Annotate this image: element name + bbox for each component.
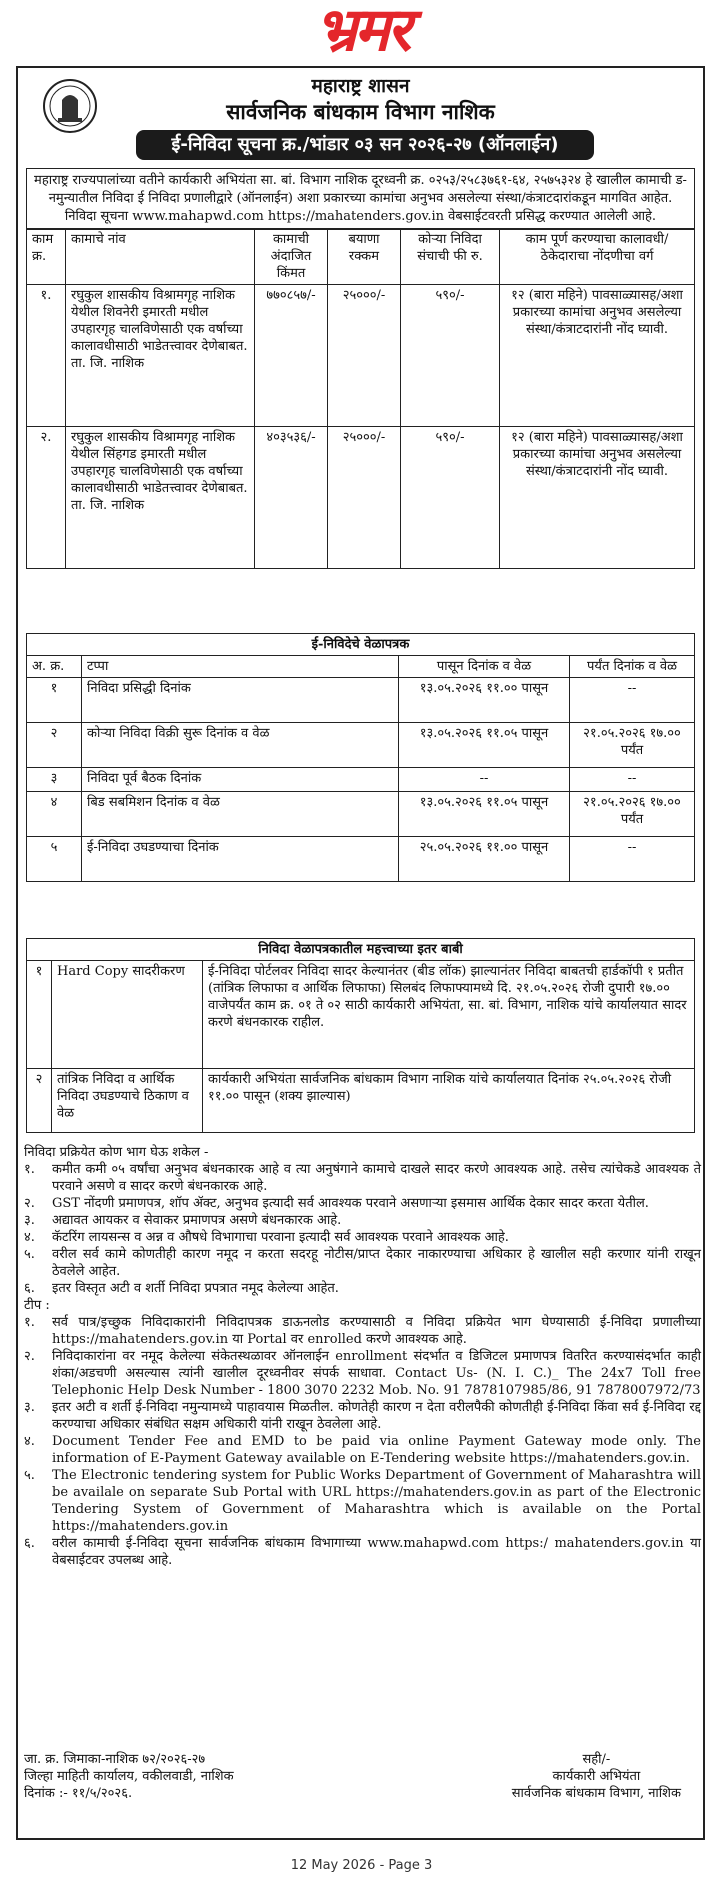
stage-name: कोऱ्या निविदा विक्री सुरू दिनांक व वेळ <box>82 723 399 768</box>
work-period: १२ (बारा महिने) पावसाळ्यासह/अशा प्रकारच्या कामांचा अनुभव असलेल्या संस्था/कंत्राटदारांनी नोंद घ्यावी. <box>500 285 695 427</box>
stage-name: ई-निविदा उघडण्याचा दिनांक <box>82 837 399 882</box>
stage-no: ३ <box>27 768 82 792</box>
signatory-title: कार्यकारी अभियंता <box>552 1769 641 1784</box>
stage-no: २ <box>27 723 82 768</box>
work-no: १. <box>27 285 66 427</box>
masthead <box>0 0 723 66</box>
col-header: काम पूर्ण करण्याचा कालावधी/ठेकेदाराचा नोंदणीचा वर्ग <box>500 229 695 285</box>
stage-from: २५.०५.२०२६ ११.०० पासून <box>399 837 570 882</box>
notice-title: ई-निविदा सूचना क्र./भांडार ०३ सन २०२६-२७ (ऑनलाईन) <box>136 130 594 160</box>
col-header: कोऱ्या निविदा संचाची फी रु. <box>401 229 500 285</box>
reference-date: दिनांक :- ११/५/२०२६. <box>24 1786 133 1801</box>
list-item: ४. Document Tender Fee and EMD to be paid via online Payment Gateway mode only. The information of E-Payment Gateway available on E-Tendering website https://mahatenders.gov.in. <box>24 1434 701 1466</box>
signatory-block <box>512 1751 701 1802</box>
works-table <box>26 228 695 569</box>
stage-from: १३.०५.२०२६ ११.०५ पासून <box>399 792 570 837</box>
work-cost: ७७०८५७/- <box>255 285 328 427</box>
work-cost: ४०३५३६/- <box>255 427 328 569</box>
work-name: रघुकुल शासकीय विश्रामगृह नाशिक येथील शिवनेरी इमारती मधील उपहारगृह चालविणेसाठी एक वर्षाच्या कालावधीसाठी भाडेतत्त्वावर देणेबाबत. ता. जि. नाशिक <box>66 285 255 427</box>
col-header: कामाची अंदाजित किंमत <box>255 229 328 285</box>
conditions-section <box>24 1144 701 1569</box>
stage-to: २१.०५.२०२६ १७.०० पर्यंत <box>570 723 695 768</box>
list-item: २. निविदाकारांना वर नमूद केलेल्या संकेतस्थळावर ऑनलाईन enrollment संदर्भात व डिजिटल प्रमाणपत्र वितरित करण्यासंदर्भात काही शंका/अडचणी असल्यास त्यांनी खालील दूरध्वनीवर संपर्क साधावा. Contact Us- (N. I. C.)_ The 24x7 Toll free Telephonic Help Desk Number - 1800 3070 2232 Mob. No. 91 7878107985/86, 91 7878007972/73 <box>24 1349 701 1398</box>
stage-from: १३.०५.२०२६ ११.०० पासून <box>399 678 570 723</box>
table-row <box>27 427 695 569</box>
list-item: २. GST नोंदणी प्रमाणपत्र, शॉप ॲक्ट, अनुभव इत्यादी सर्व आवश्यक परवाने असणाऱ्या इसमास आर्थिक देकार सादर करता येतील. <box>24 1196 649 1211</box>
table-row <box>27 678 695 723</box>
signatory-department: सार्वजनिक बांधकाम विभाग, नाशिक <box>511 1786 681 1801</box>
detail-label: Hard Copy सादरीकरण <box>52 961 203 1069</box>
work-name: रघुकुल शासकीय विश्रामगृह नाशिक येथील सिंहगड इमारती मधील उपहारगृह चालविणेसाठी एक वर्षाच्या कालावधीसाठी भाडेतत्त्वावर देणेबाबत. ता. जि. नाशिक <box>66 427 255 569</box>
notes-title: टीप : <box>24 1298 50 1313</box>
detail-text: ई-निविदा पोर्टलवर निविदा सादर केल्यानंतर (बीड लॉक) झाल्यानंतर निविदा बाबतची हार्डकॉपी १ प्रतीत (तांत्रिक लिफाफा व आर्थिक लिफाफा) सिलबंद लिफाफ्यामध्ये दि. २१.०५.२०२६ रोजी दुपारी १७.०० वाजेपर्यंत काम क्र. ०१ ते ०२ साठी कार्यकारी अभियंता, सा. बां. विभाग, नाशिक यांचे कार्यालयात सादर करणे बंधनकारक राहील. <box>203 961 695 1069</box>
schedule-title: ई-निविदेचे वेळापत्रक <box>27 634 695 656</box>
list-item: ३. अद्यावत आयकर व सेवाकर प्रमाणपत्र असणे बंधनकारक आहे. <box>24 1213 342 1228</box>
list-item: १. सर्व पात्र/इच्छुक निविदाकारांनी निविदापत्रक डाऊनलोड करण्यासाठी व निविदा प्रक्रियेत भाग घेण्यासाठी ई-निविदा प्रणालीच्या https://mahatenders.gov.in या Portal वर enrolled करणे आवश्यक आहे. <box>24 1315 701 1347</box>
detail-no: २ <box>27 1069 52 1133</box>
header-line2: सार्वजनिक बांधकाम विभाग नाशिक <box>226 100 495 124</box>
detail-text: कार्यकारी अभियंता सार्वजनिक बांधकाम विभाग नाशिक यांचे कार्यालयात दिनांक २५.०५.२०२६ रोजी ११.०० पासून (शक्य झाल्यास) <box>203 1069 695 1133</box>
reference-block <box>24 1751 234 1802</box>
col-header: कामाचे नांव <box>66 229 255 285</box>
work-fee: ५९०/- <box>401 427 500 569</box>
works-header-row <box>27 229 695 285</box>
schedule-title-row <box>27 634 695 656</box>
schedule-table <box>26 633 695 882</box>
col-header: बयाणा रक्कम <box>328 229 401 285</box>
list-item: १. कमीत कमी ०५ वर्षांचा अनुभव बंधनकारक आहे व त्या अनुषंगाने कामाचे दाखले सादर करणे आवश्यक आहे. तसेच त्यांचेकडे आवश्यक ते परवाने असणे व सादर करणे बंधनकारक आहे. <box>24 1162 701 1194</box>
list-item: ६. इतर विस्तृत अटी व शर्ती निविदा प्रपत्रात नमूद केलेल्या आहेत. <box>24 1281 339 1296</box>
table-row <box>27 792 695 837</box>
stage-no: ४ <box>27 792 82 837</box>
header-line1: महाराष्ट्र शासन <box>311 75 410 97</box>
list-item: ६. वरील कामाची ई-निविदा सूचना सार्वजनिक बांधकाम विभागाच्या www.mahapwd.com https:/ mahatenders.gov.in या वेबसाईटवर उपलब्ध आहे. <box>24 1536 701 1568</box>
eligibility-title: निविदा प्रक्रियेत कोण भाग घेऊ शकेल - <box>24 1145 209 1160</box>
work-fee: ५९०/- <box>401 285 500 427</box>
work-period: १२ (बारा महिने) पावसाळ्यासह/अशा प्रकारच्या कामांचा अनुभव असलेल्या संस्था/कंत्राटदारांनी नोंद घ्यावी. <box>500 427 695 569</box>
col-header: अ. क्र. <box>27 656 82 678</box>
reference-no: जा. क्र. जिमाका-नाशिक ७२/२०२६-२७ <box>24 1752 206 1767</box>
stage-no: १ <box>27 678 82 723</box>
stage-name: निविदा पूर्व बैठक दिनांक <box>82 768 399 792</box>
reference-office: जिल्हा माहिती कार्यालय, वकीलवाडी, नाशिक <box>24 1769 234 1784</box>
detail-no: १ <box>27 961 52 1069</box>
work-no: २. <box>27 427 66 569</box>
stage-name: निविदा प्रसिद्धी दिनांक <box>82 678 399 723</box>
col-header: काम क्र. <box>27 229 66 285</box>
signature-block <box>24 1751 701 1802</box>
masthead-logo: भ्रमर <box>314 0 409 65</box>
list-item: ५. The Electronic tendering system for Public Works Department of Government of Maharashtra will be availale on separate Sub Portal with URL https://mahatenders.gov.in as part of the Electronic Tendering System of Government of Maharashtra which is available on the Portal https://mahatenders.gov.in <box>24 1468 701 1534</box>
table-row <box>27 723 695 768</box>
col-header: टप्पा <box>82 656 399 678</box>
col-header: पर्यंत दिनांक व वेळ <box>570 656 695 678</box>
stage-from: १३.०५.२०२६ ११.०५ पासून <box>399 723 570 768</box>
signature: सही/- <box>582 1752 611 1767</box>
other-title-row <box>27 939 695 961</box>
list-item: ५. वरील सर्व कामे कोणतीही कारण नमूद न करता सदरहू नोटीस/प्राप्त देकार नाकारण्याचा अधिकार हे खालील सही करणार यांनी राखून ठेवलेले आहेत. <box>24 1247 701 1279</box>
work-emd: २५०००/- <box>328 285 401 427</box>
schedule-header-row <box>27 656 695 678</box>
list-item: ४. कॅटरिंग लायसन्स व अन्न व औषधे विभागाचा परवाना इत्यादी सर्व आवश्यक परवाने आवश्यक आहे. <box>24 1230 509 1245</box>
table-row <box>27 1069 695 1133</box>
stage-no: ५ <box>27 837 82 882</box>
col-header: पासून दिनांक व वेळ <box>399 656 570 678</box>
list-item: ३. इतर अटी व शर्ती ई-निविदा नमुन्यामध्ये पाहावयास मिळतील. कोणतेही कारण न देता वरीलपैकी कोणतीही ई-निविदा किंवा सर्व ई-निविदा रद्द करण्याचा अधिकार संबंधित सक्षम अधिकारी यांनी राखून ठेवलेला आहे. <box>24 1400 701 1432</box>
other-title: निविदा वेळापत्रकातील महत्त्वाच्या इतर बाबी <box>27 939 695 961</box>
work-emd: २५०००/- <box>328 427 401 569</box>
table-row <box>27 768 695 792</box>
table-row <box>27 285 695 427</box>
stage-from: -- <box>399 768 570 792</box>
page-label: 12 May 2026 - Page 3 <box>290 1858 433 1873</box>
stage-to: -- <box>570 768 695 792</box>
table-row <box>27 837 695 882</box>
stage-to: २१.०५.२०२६ १७.०० पर्यंत <box>570 792 695 837</box>
other-details-table <box>26 938 695 1133</box>
stage-name: बिड सबमिशन दिनांक व वेळ <box>82 792 399 837</box>
stage-to: -- <box>570 837 695 882</box>
table-row <box>27 961 695 1069</box>
intro-paragraph: महाराष्ट्र राज्यपालांच्या वतीने कार्यकारी अभियंता सा. बां. विभाग नाशिक दूरध्वनी क्र. ०२५३/२५८३७६१-६४, २५७५३२४ हे खालील कामाची ड-नमुन्यातील निविदा ई निविदा प्रणालीद्वारे (ऑनलाईन) अशा प्रकारच्या कामांचा अनुभव असलेल्या संस्था/कंत्राटदारांकडून मागवित आहेत. निविदा सूचना www.mahapwd.com https://mahatenders.gov.in वेबसाईटवरती प्रसिद्ध करण्यात आलेली आहे. <box>26 168 695 230</box>
notice-frame <box>16 66 705 1840</box>
detail-label: तांत्रिक निविदा व आर्थिक निविदा उघडण्याचे ठिकाण व वेळ <box>52 1069 203 1133</box>
stage-to: -- <box>570 678 695 723</box>
